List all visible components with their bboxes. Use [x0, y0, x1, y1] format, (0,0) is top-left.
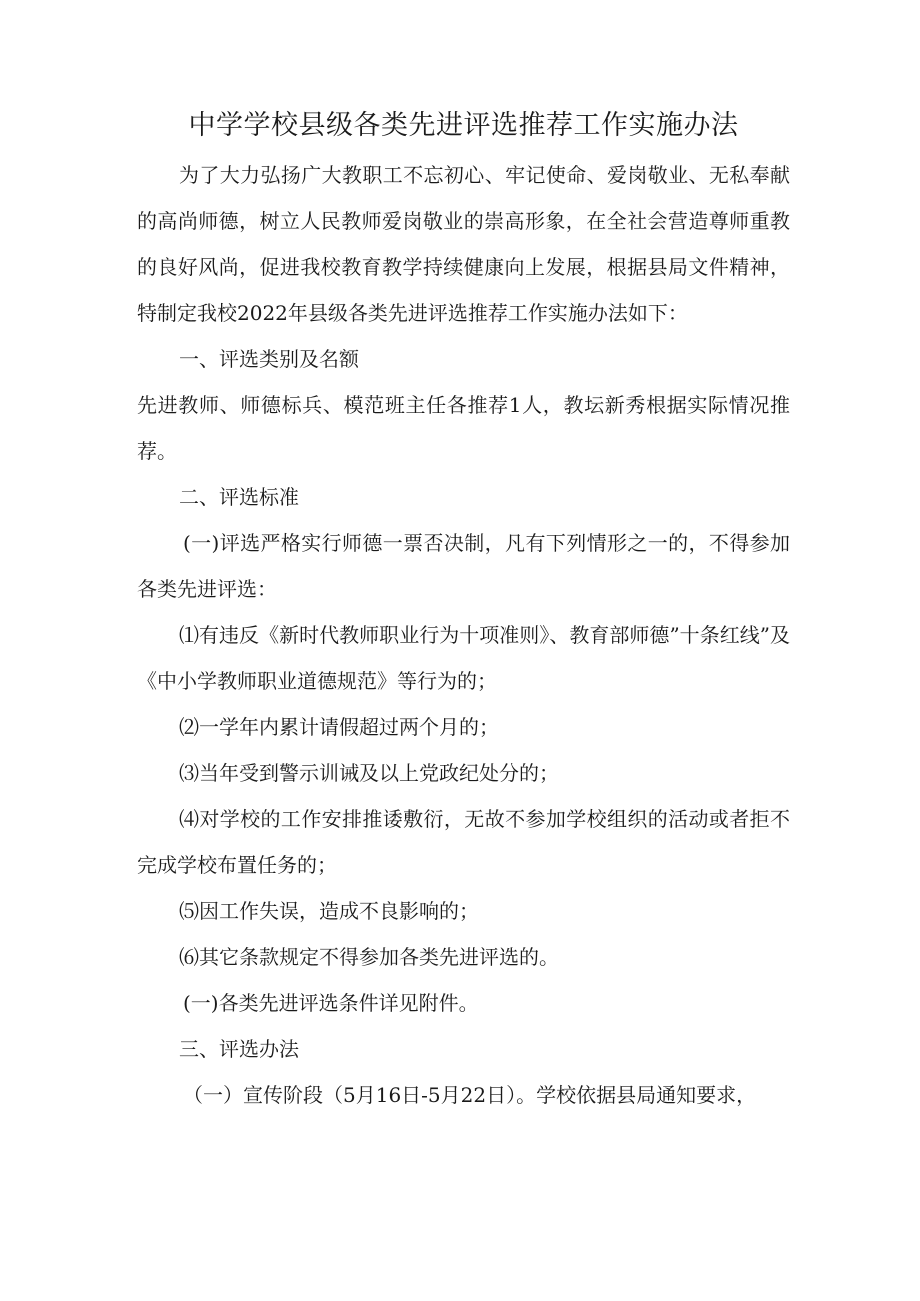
paragraph-criteria-2: (一)各类先进评选条件详见附件。 — [183, 991, 479, 1015]
section-heading-2: 二、评选标准 — [179, 485, 299, 509]
section-heading-1: 一、评选类别及名额 — [179, 347, 359, 371]
list-item-6: ⑹其它条款规定不得参加各类先进评选的。 — [179, 945, 559, 969]
paragraph-publicity-stage: （一）宣传阶段（5月16日-5月22日）。学校依据县局通知要求， — [183, 1083, 757, 1107]
list-item-5: ⑸因工作失误，造成不良影响的； — [179, 899, 479, 923]
list-item-1: ⑴有违反《新时代教师职业行为十项准则》、教育部师德”十条红线”及《中小学教师职业道德规范》等行为的； — [137, 623, 790, 693]
paragraph-criteria-1: (一)评选严格实行师德一票否决制，凡有下列情形之一的，不得参加各类先进评选： — [137, 531, 790, 601]
list-item-3: ⑶当年受到警示训诫及以上党政纪处分的； — [179, 761, 559, 785]
list-item-4: ⑷对学校的工作安排推诿敷衍，无故不参加学校组织的活动或者拒不完成学校布置任务的； — [137, 807, 790, 877]
list-item-2: ⑵一学年内累计请假超过两个月的； — [179, 715, 499, 739]
intro-paragraph: 为了大力弘扬广大教职工不忘初心、牢记使命、爱岗敬业、无私奉献的高尚师德，树立人民教师爱岗敬业的崇高形象，在全社会营造尊师重教的良好风尚，促进我校教育教学持续健康向上发展，根据县局文件精神，特制定我校2022年县级各类先进评选推荐工作实施办法如下： — [137, 163, 790, 325]
section-heading-3: 三、评选办法 — [179, 1037, 299, 1061]
paragraph-quota: 先进教师、师德标兵、模范班主任各推荐1人，教坛新秀根据实际情况推荐。 — [137, 393, 790, 463]
document-title: 中学学校县级各类先进评选推荐工作实施办法 — [188, 110, 739, 141]
